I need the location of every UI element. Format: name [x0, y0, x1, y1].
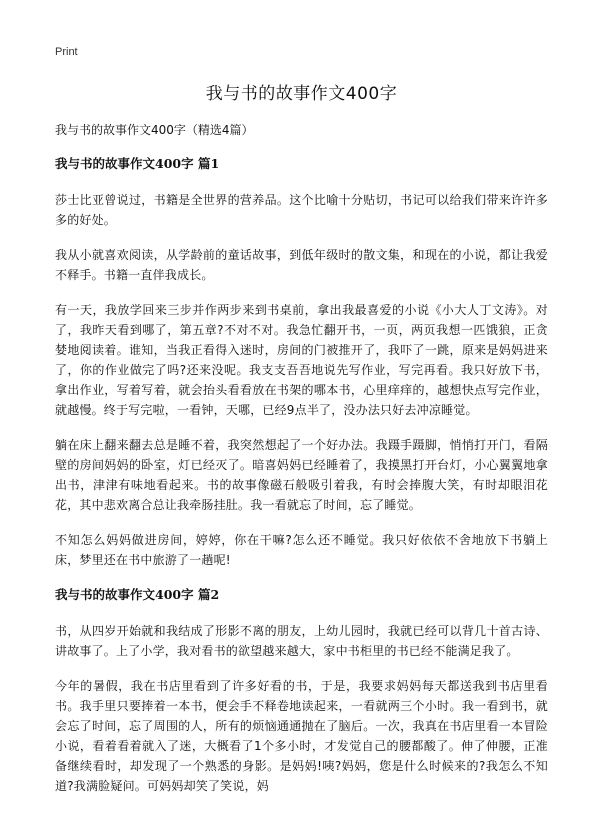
- document-subtitle: 我与书的故事作文400字（精选4篇）: [55, 123, 254, 137]
- paragraph: 莎士比亚曾说过，书籍是全世界的营养品。这个比喻十分贴切，书记可以给我们带来许许多多的好处。: [55, 193, 548, 227]
- section-heading: 我与书的故事作文400字 篇1: [55, 156, 220, 171]
- document-title: 我与书的故事作文400字: [205, 84, 398, 104]
- section-1: [55, 154, 548, 570]
- section-heading: 我与书的故事作文400字 篇2: [55, 587, 220, 602]
- paragraph: 书，从四岁开始就和我结成了形影不离的朋友，上幼儿园时，我就已经可以背几十首古诗、讲故事了。上了小学，我对看书的欲望越来越大，家中书柜里的书已经不能满足我了。: [55, 624, 548, 658]
- section-2: [55, 585, 548, 796]
- print-label[interactable]: Print: [55, 46, 78, 58]
- paragraph: 躺在床上翻来翻去总是睡不着，我突然想起了一个好办法。我蹑手蹑脚，悄悄打开门，看隔壁的房间妈妈的卧室，灯已经灭了。暗喜妈妈已经睡着了，我摸黑打开台灯，小心翼翼地拿出书，津津有味地看起来。书的故事像磁石般吸引着我，有时会捧腹大笑，有时却眼泪花花，其中悲欢离合总让我牵肠挂肚。我一看就忘了时间，忘了睡觉。: [55, 438, 548, 512]
- paragraph: 今年的暑假，我在书店里看到了许多好看的书，于是，我要求妈妈每天都送我到书店里看书。我手里只要捧着一本书，便会手不释卷地读起来，一看就两三个小时。我一看到书，就会忘了时间，忘了周围的人，所有的烦恼通通抛在了脑后。一次，我真在书店里看一本冒险小说，看着看着就入了迷，大概看了1个多小时，才发觉自己的腰都酸了。伸了伸腰，正准备继续看时，却发现了一个熟悉的身影。是妈妈!咦?妈妈，您是什么时候来的?我怎么不知道?我满脸疑问。可妈妈却笑了笑说，妈: [55, 679, 548, 793]
- paragraph: 不知怎么妈妈做进房间，婷婷，你在干嘛?怎么还不睡觉。我只好依依不舍地放下书躺上床，梦里还在书中旅游了一趟呢!: [55, 533, 548, 567]
- paragraph: 有一天，我放学回来三步并作两步来到书桌前，拿出我最喜爱的小说《小大人丁文涛》。对了，我昨天看到哪了，第五章?不对不对。我急忙翻开书，一页，两页我想一匹饿狼，正贪婪地阅读着。谁知，当我正看得入迷时，房间的门被推开了，我吓了一跳，原来是妈妈进来了，你的作业做完了吗?还来没呢。我支支吾吾地说先写作业，写完再看。我只好放下书，拿出作业，写着写着，就会抬头看看放在书架的哪本书，心里痒痒的，越想快点写完作业，就越慢。终于写完啦，一看钟，天哪，已经9点半了，没办法只好去冲凉睡觉。: [55, 303, 548, 417]
- paragraph: 我从小就喜欢阅读，从学龄前的童话故事，到低年级时的散文集，和现在的小说，都让我爱不释手。书籍一直伴我成长。: [55, 248, 548, 282]
